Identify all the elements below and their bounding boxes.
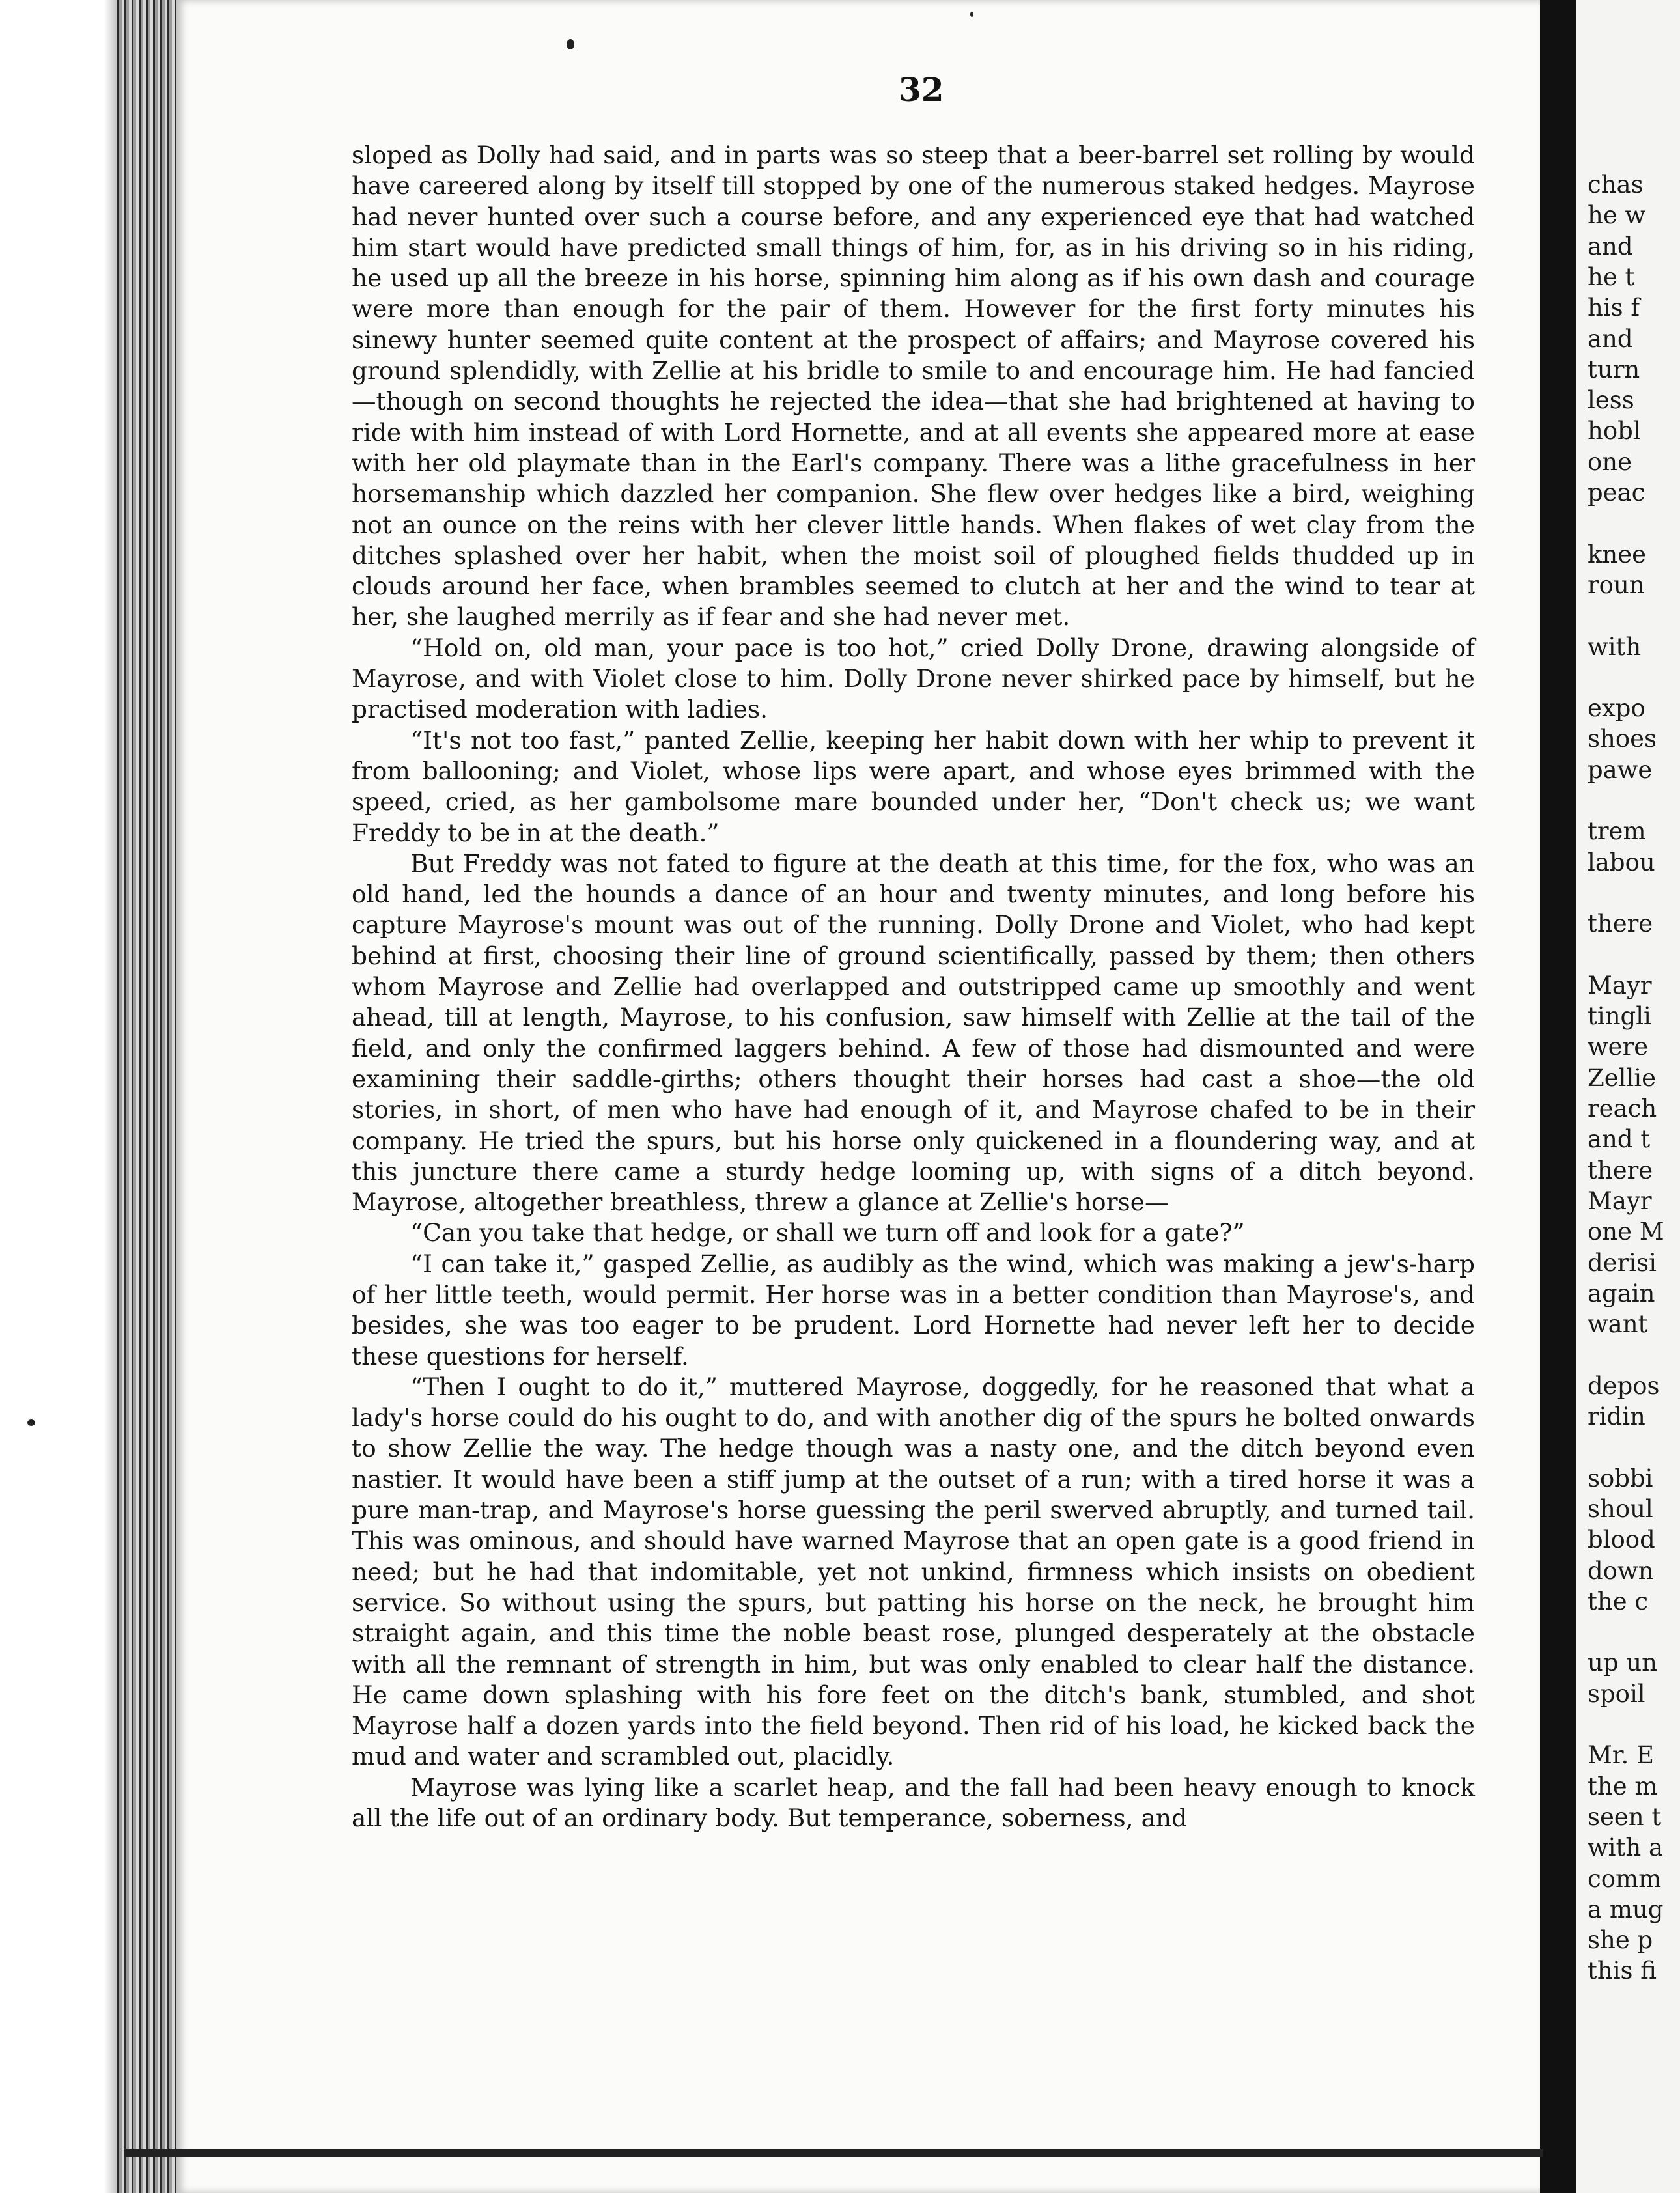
facing-page-line: turn [1588, 355, 1640, 384]
facing-page-line: the m [1588, 1772, 1658, 1800]
facing-page-line: comm [1588, 1864, 1662, 1893]
facing-page-line: seen t [1588, 1802, 1662, 1831]
paragraph: sloped as Dolly had said, and in parts was so steep that a beer-barrel set rolling by would have careered along by itself till stopped by one of the numerous staked hedges. Mayrose had never hunted over such a course before, and any experienced eye that had watched him start would have predicted small things of him, for, as in his driving so in his riding, he used up all the breeze in his horse, spinning him along as if his own dash and courage were more than enough for the pair of them. However for the first forty minutes his sinewy hunter seemed quite content at the prospect of affairs; and Mayrose covered his ground splendidly, with Zellie at his bridle to smile to and encourage him. He had fancied—though on second thoughts he rejected the idea—that she had brightened at having to ride with him instead of with Lord Hornette, and at all events she appeared more at ease with her old playmate than in the Earl's company. There was a lithe gracefulness in her horsemanship which dazzled her companion. She flew over hedges like a bird, weighing not an ounce on the reins with her clever little hands. When flakes of wet clay from the ditches splashed over her habit, when the moist soil of ploughed fields thudded up in clouds around her face, when brambles seemed to clutch at her and the wind to tear at her, she laughed merrily as if fear and she had never met. [352, 141, 1475, 632]
facing-page-line: he w [1588, 201, 1646, 230]
facing-page-line: there [1588, 1156, 1653, 1184]
paragraph: But Freddy was not fated to figure at the death at this time, for the fox, who was an old hand, led the hounds a dance of an hour and twenty minutes, and long before his capture Mayrose's mount was out of the running. Dolly Drone and Violet, who had kept behind at first, choosing their line of ground scientifically, passed by them; then others whom Mayrose and Zellie had overlapped and outstripped came up smoothly and went ahead, till at length, Mayrose, to his confusion, saw himself with Zellie at the tail of the field, and only the confirmed laggers behind. A few of those had dismounted and were examining their saddle-girths; others thought their horses had cast a shoe—the old stories, in short, of men who have had enough of it, and Mayrose chafed to be in their company. He tried the spurs, but his horse only quickened in a floundering way, and at this juncture there came a sturdy hedge looming up, with signs of a ditch beyond. Mayrose, altogether breathless, threw a glance at Zellie's horse— [352, 848, 1475, 1217]
page-body-text [352, 140, 1475, 1834]
scan-speck [970, 12, 973, 17]
facing-page-line: and [1588, 232, 1633, 260]
facing-page-line: blood [1588, 1526, 1655, 1554]
facing-page-line: were [1588, 1033, 1649, 1061]
facing-page-line: again [1588, 1279, 1655, 1307]
facing-page-line: labou [1588, 848, 1655, 876]
facing-page-line: knee [1588, 540, 1647, 568]
facing-page-line: down [1588, 1556, 1654, 1585]
paragraph: “Can you take that hedge, or shall we turn off and look for a gate?” [410, 1218, 1245, 1248]
facing-page-line: shoes [1588, 725, 1657, 753]
facing-page-line: with [1588, 632, 1642, 661]
facing-page-line: and t [1588, 1125, 1651, 1154]
paragraph: “Hold on, old man, your pace is too hot,” cried Dolly Drone, drawing alongside of Mayrose, and with Violet close to him. Dolly Drone never shirked pace by himself, but he practised moderation with ladies. [352, 633, 1475, 724]
facing-page-line: Mr. E [1588, 1741, 1655, 1770]
stacked-page-edges [117, 0, 179, 2193]
facing-page-line: Mayr [1588, 971, 1652, 999]
facing-page-line: expo [1588, 694, 1645, 723]
facing-page-line: there [1588, 910, 1653, 938]
facing-page-line: Zellie [1588, 1063, 1657, 1092]
facing-page-line: she p [1588, 1926, 1653, 1955]
facing-page-line: sobbi [1588, 1464, 1653, 1492]
facing-page-line: depos [1588, 1371, 1660, 1400]
facing-page-line: reach [1588, 1095, 1657, 1123]
facing-page-line: he t [1588, 262, 1635, 291]
facing-page-line: Mayr [1588, 1186, 1652, 1215]
paragraph: Mayrose was lying like a scarlet heap, and the fall had been heavy enough to knock all the life out of an ordinary body. But temperance, soberness, and [352, 1772, 1475, 1833]
facing-page-line: hobl [1588, 417, 1641, 445]
facing-page-line: shoul [1588, 1494, 1653, 1523]
page-bottom-edge [124, 2149, 1543, 2157]
facing-page-line: up un [1588, 1649, 1657, 1677]
facing-page-line: want [1588, 1310, 1648, 1339]
facing-page-line: spoil [1588, 1679, 1645, 1708]
facing-page-line: peac [1588, 479, 1645, 507]
facing-page-line: pawe [1588, 755, 1653, 784]
facing-page-line: and [1588, 324, 1633, 353]
scan-speck [27, 1419, 35, 1426]
paragraph: “I can take it,” gasped Zellie, as audibly as the wind, which was making a jew's-harp of her little teeth, would permit. Her horse was in a better condition than Mayrose's, and besides, she was too eager to be prudent. Lord Hornette had never left her to decide these questions for herself. [352, 1249, 1475, 1371]
facing-page-line: one [1588, 447, 1632, 476]
facing-page-line: the c [1588, 1587, 1649, 1615]
facing-page-line: roun [1588, 570, 1645, 599]
facing-page-line: a mug [1588, 1895, 1664, 1923]
facing-page-line: one M [1588, 1218, 1664, 1246]
facing-page-line: trem [1588, 817, 1646, 846]
facing-page-line: less [1588, 386, 1634, 415]
facing-page-line: his f [1588, 294, 1640, 322]
paragraph: “Then I ought to do it,” muttered Mayrose, doggedly, for he reasoned that what a lady's horse could do his ought to do, and with another dig of the spurs he bolted onwards to show Zellie the way. The hedge though was a nasty one, and the ditch beyond even nastier. It would have been a stiff jump at the outset of a run; with a tired horse it was a pure man-trap, and Mayrose's horse guessing the peril swerved abruptly, and turned tail. This was ominous, and should have warned Mayrose that an open gate is a good friend in need; but he had that indomitable, yet not unkind, firmness which insists on obedient service. So without using the spurs, but patting his horse on the neck, he brought him straight again, and this time the noble beast rose, plunged desperately at the obstacle with all the remnant of strength in him, but was only enabled to clear half the distance. He came down splashing with his fore feet on the ditch's bank, stumbled, and shot Mayrose half a dozen yards into the field beyond. Then rid of his load, he kicked back the mud and water and scrambled out, placidly. [352, 1372, 1475, 1771]
book-gutter [1540, 0, 1576, 2193]
facing-page-line: tingli [1588, 1002, 1651, 1031]
paragraph: “It's not too fast,” panted Zellie, keeping her habit down with her whip to prevent it from ballooning; and Violet, whose lips were apart, and whose eyes brimmed with the speed, cried, as her gambolsome mare bounded under her, “Don't check us; we want Freddy to be in at the death.” [352, 725, 1475, 847]
binding-shadow [104, 0, 119, 2193]
scan-speck [567, 39, 574, 49]
facing-page-line: derisi [1588, 1248, 1657, 1277]
page-number: 32 [899, 70, 944, 109]
facing-page-line: chas [1588, 171, 1644, 199]
facing-page-line: this fi [1588, 1957, 1657, 1985]
facing-page-line: with a [1588, 1834, 1664, 1862]
facing-page-line: ridin [1588, 1403, 1645, 1431]
facing-page-fragment [1576, 0, 1680, 2193]
